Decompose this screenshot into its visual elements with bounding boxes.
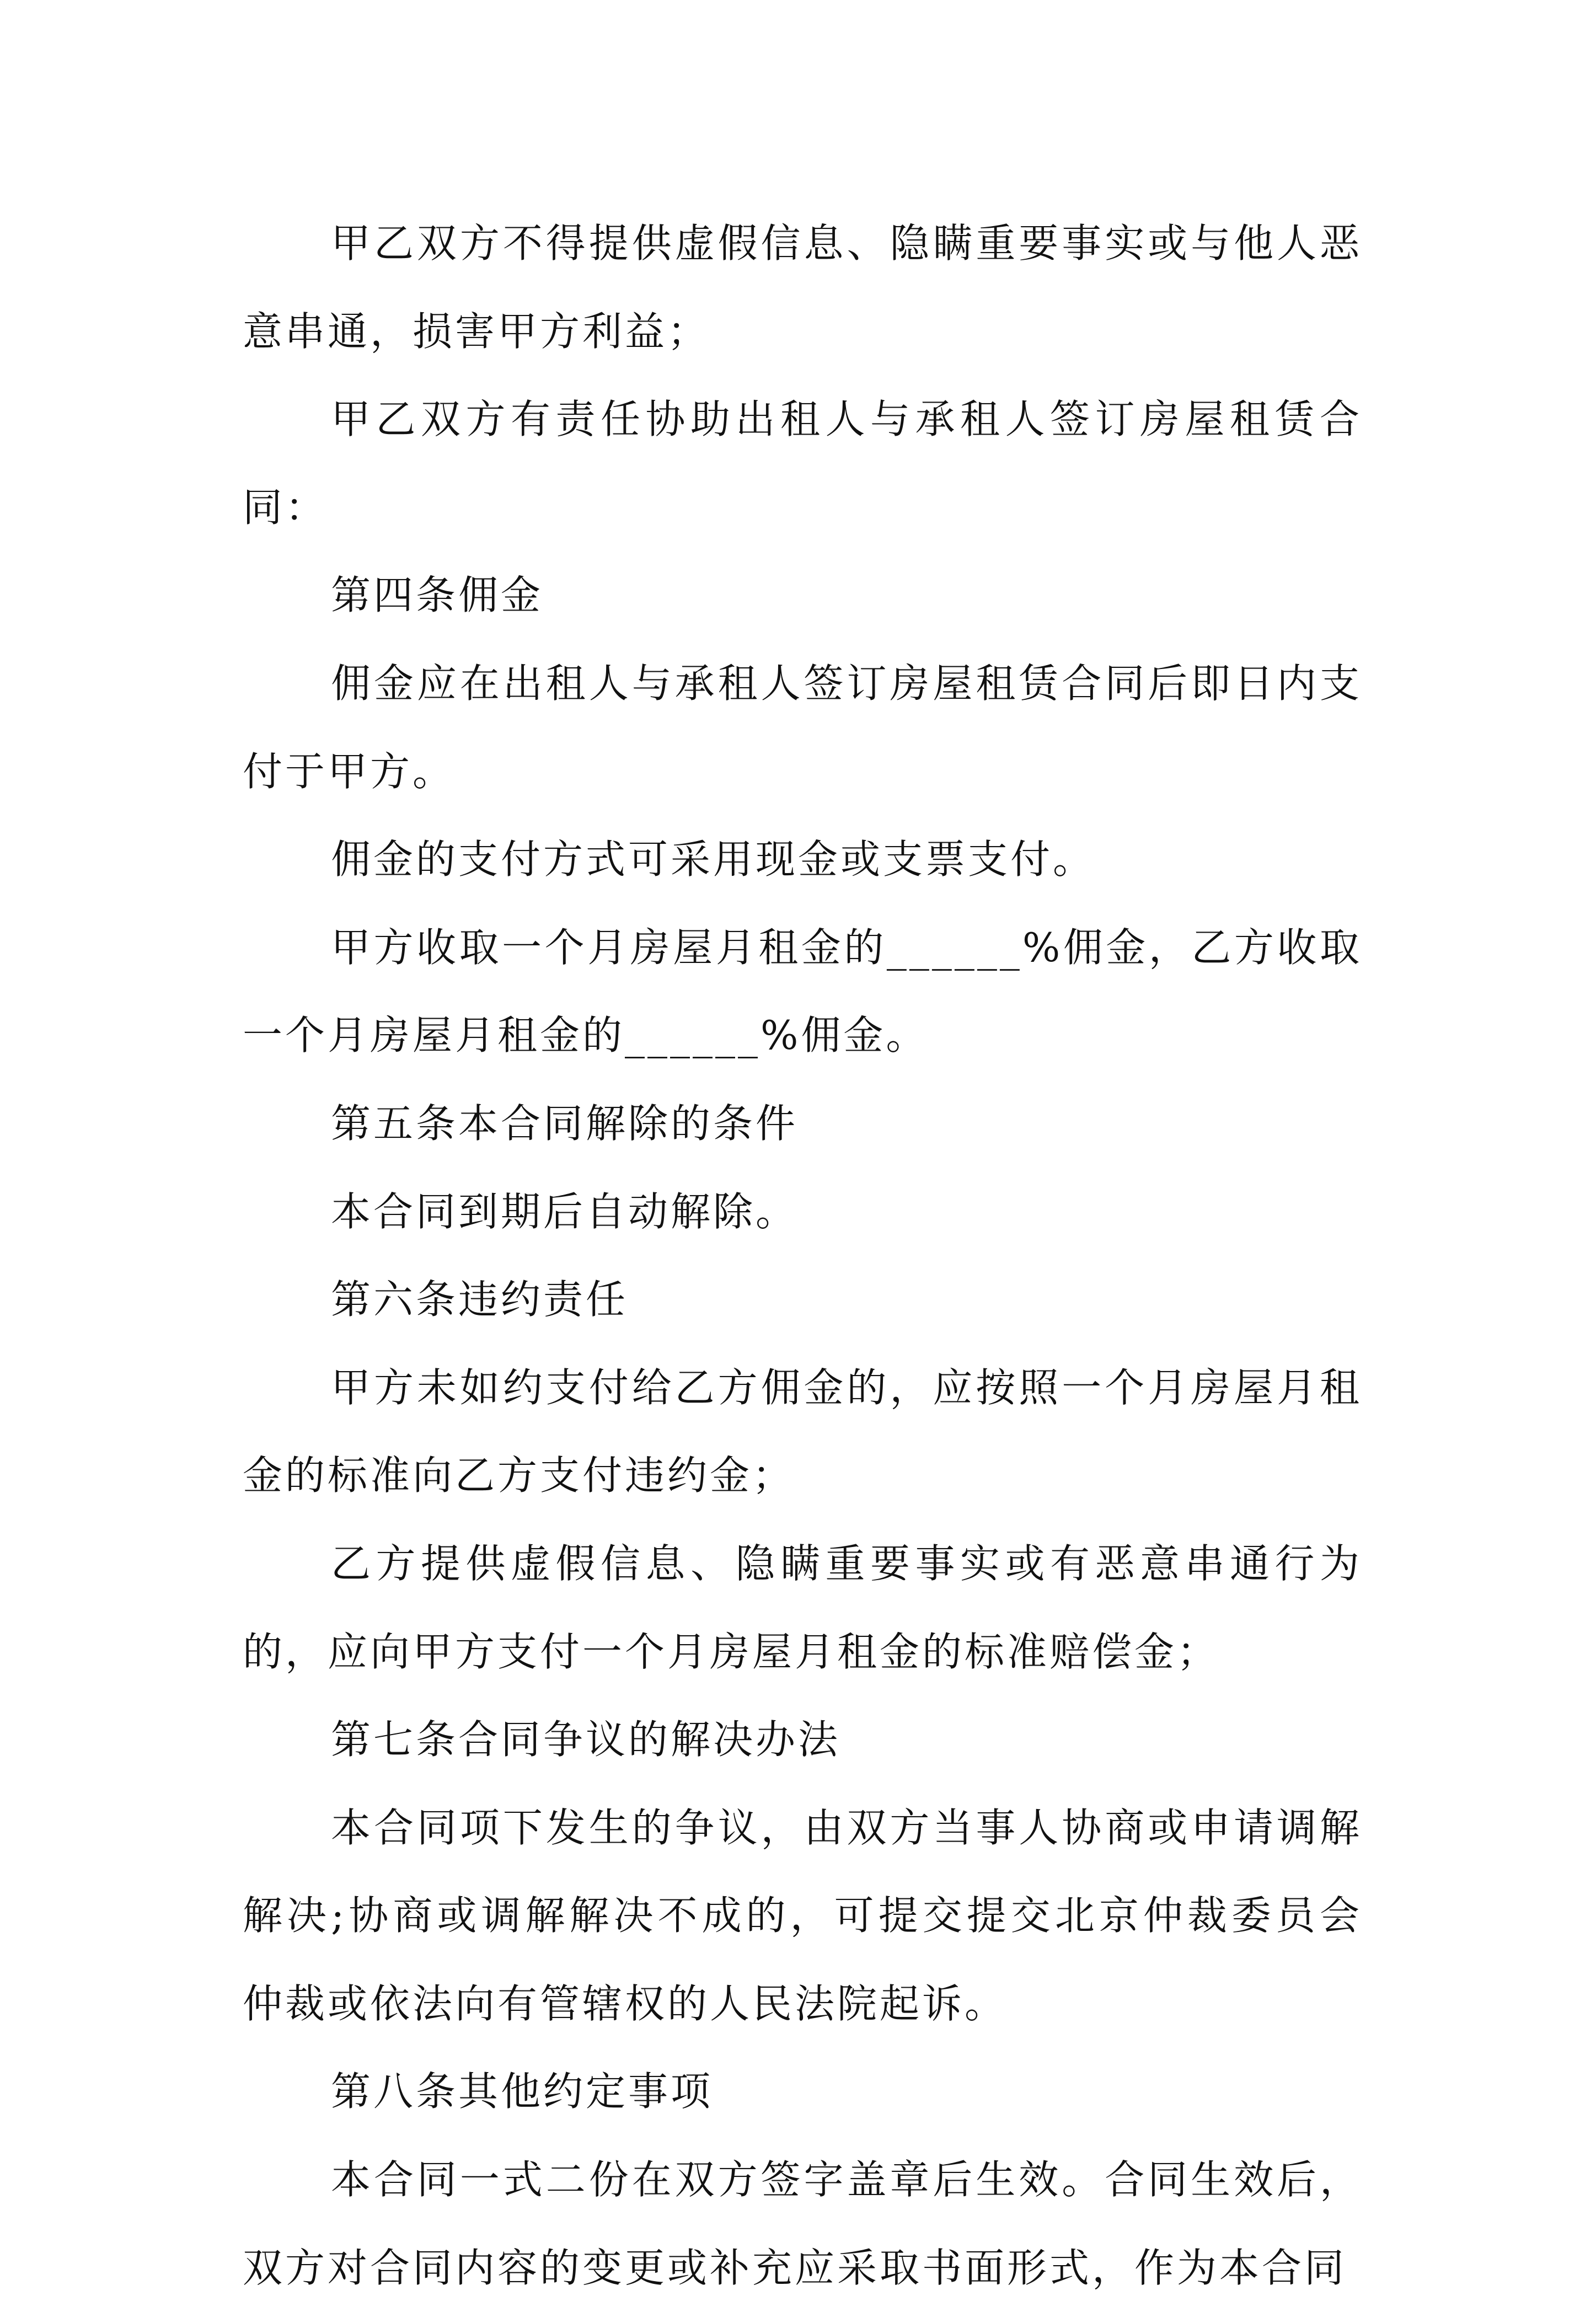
- paragraph-termination: 本合同到期后自动解除。: [331, 1188, 799, 1235]
- paragraph-liability-party-a: 甲方未如约支付给乙方佣金的，应按照一个月房屋月租金的标准向乙方支付违约金；: [243, 1364, 1362, 1499]
- paragraph-obligations: 甲乙双方不得提供虚假信息、隐瞒重要事实或与他人恶意串通，损害甲方利益；: [243, 220, 1362, 355]
- section-heading-termination: 第五条本合同解除的条件: [331, 1100, 799, 1147]
- paragraph-liability-party-b: 乙方提供虚假信息、隐瞒重要事实或有恶意串通行为的，应向甲方支付一个月房屋月租金的标准赔偿金；: [243, 1540, 1362, 1675]
- paragraph-dispute-resolution: 本合同项下发生的争议，由双方当事人协商或申请调解解决;协商或调解解决不成的，可提交提交北京仲裁委员会仲裁或依法向有管辖权的人民法院起诉。: [243, 1804, 1362, 2027]
- section-heading-commission: 第四条佣金: [331, 572, 544, 619]
- paragraph-commission-timing: 佣金应在出租人与承租人签订房屋租赁合同后即日内支付于甲方。: [243, 660, 1362, 795]
- section-heading-dispute: 第七条合同争议的解决办法: [331, 1716, 841, 1763]
- paragraph-assist-lease: 甲乙双方有责任协助出租人与承租人签订房屋租赁合同：: [243, 396, 1362, 531]
- section-heading-liability: 第六条违约责任: [331, 1276, 629, 1323]
- paragraph-commission-payment-method: 佣金的支付方式可采用现金或支票支付。: [331, 836, 1096, 883]
- paragraph-commission-rate: 甲方收取一个月房屋月租金的______%佣金，乙方收取一个月房屋月租金的______%佣金。: [243, 924, 1362, 1059]
- paragraph-other-terms: 本合同一式二份在双方签字盖章后生效。合同生效后，双方对合同内容的变更或补充应采取书面形式，作为本合同: [243, 2156, 1362, 2291]
- document-body: [243, 200, 1362, 2312]
- section-heading-other-terms: 第八条其他约定事项: [331, 2068, 714, 2115]
